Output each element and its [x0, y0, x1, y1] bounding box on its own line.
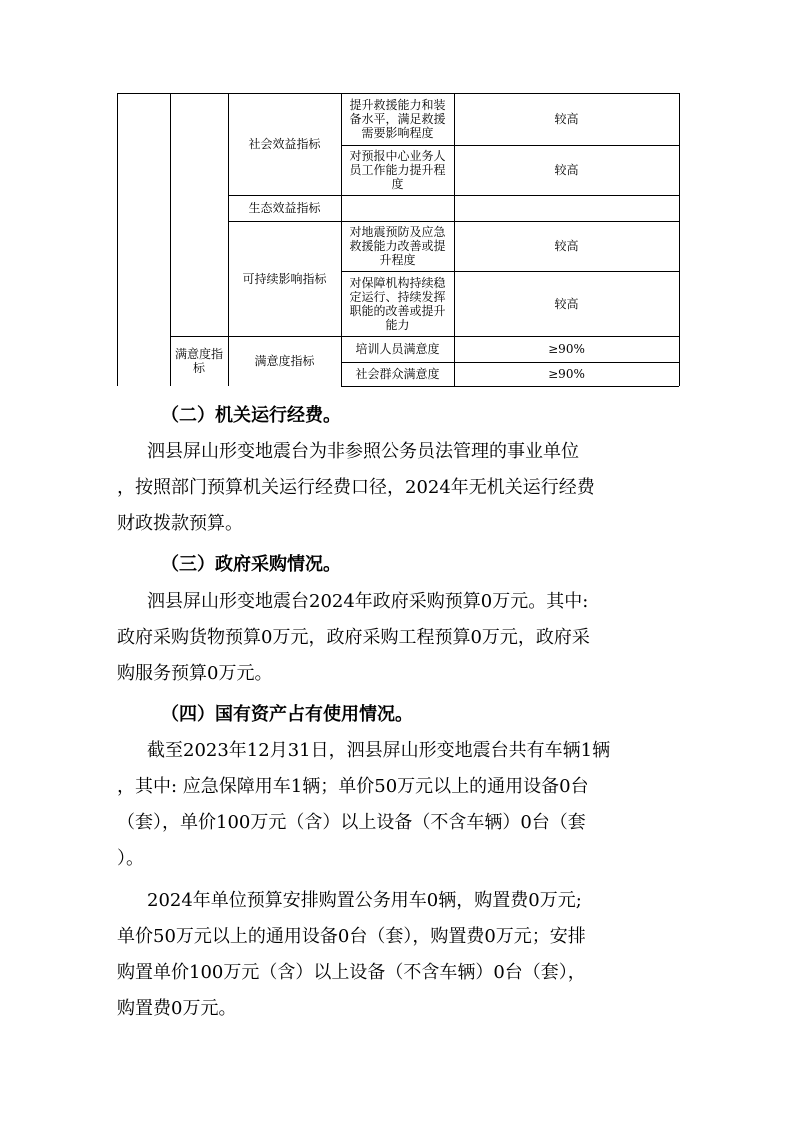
paragraph-line: （套），单价100万元（含）以上设备（不含车辆）0台（套 [117, 812, 586, 833]
value-label: ≥90% [548, 342, 585, 356]
section-heading-state-assets: （四）国有资产占有使用情况。 [161, 704, 413, 725]
group-label: 可持续影响指标 [242, 271, 327, 286]
paragraph-line: 泗县屏山形变地震台2024年政府采购预算0万元。其中: [147, 591, 589, 612]
group-cell-social-benefit [228, 93, 341, 195]
indicator-label: 对保障机构持续稳定运行、持续发挥职能的改善或提升能力 [349, 275, 446, 332]
paragraph-line: 单价50万元以上的通用设备0台（套），购置费0万元；安排 [117, 926, 586, 947]
category-label: 满意度指标 [174, 347, 223, 375]
paragraph-line: 泗县屏山形变地震台为非参照公务员法管理的事业单位 [147, 441, 579, 462]
value-cell [454, 362, 679, 386]
paragraph-line: 购置单价100万元（含）以上设备（不含车辆）0台（套）， [117, 962, 586, 983]
paragraph-line: 政府采购货物预算0万元，政府采购工程预算0万元，政府采 [117, 627, 590, 648]
value-cell [454, 221, 679, 271]
group-label: 生态效益指标 [248, 201, 321, 215]
paragraph-line: ，其中: 应急保障用车1辆；单价50万元以上的通用设备0台 [117, 776, 589, 797]
indicator-label: 对地震预防及应急救援能力改善或提升程度 [349, 225, 446, 267]
paragraph-line: 财政拨款预算。 [117, 513, 243, 534]
value-cell [454, 336, 679, 362]
value-cell [454, 145, 679, 195]
value-cell [454, 271, 679, 336]
paragraph-line: 购置费0万元。 [117, 998, 237, 1019]
section-heading-procurement: （三）政府采购情况。 [161, 554, 341, 575]
paragraph-line: ）。 [117, 848, 144, 869]
paragraph-line: 购服务预算0万元。 [117, 663, 273, 684]
group-cell-eco-benefit [228, 195, 341, 221]
paragraph-line: 2024年单位预算安排购置公务用车0辆，购置费0万元; [147, 890, 582, 911]
category-cell-satisfaction [170, 336, 228, 386]
group-cell-sustainable [228, 221, 341, 336]
group-label: 满意度指标 [254, 354, 315, 368]
indicator-cell [341, 336, 454, 362]
performance-indicator-table [0, 0, 793, 400]
value-label: 较高 [554, 163, 579, 177]
group-label: 社会效益指标 [248, 137, 321, 151]
group-cell-satisfaction [228, 336, 341, 386]
value-label: ≥90% [548, 367, 585, 381]
section-heading-operating-expenses: （二）机关运行经费。 [161, 405, 341, 426]
value-label: 较高 [554, 239, 579, 253]
value-cell [454, 93, 679, 145]
indicator-cell [341, 145, 454, 195]
value-label: 较高 [554, 296, 579, 311]
indicator-label: 对预报中心业务人员工作能力提升程度 [349, 149, 446, 191]
indicator-label: 提升救援能力和装备水平，满足救援需要影响程度 [349, 98, 446, 140]
paragraph-line: 截至2023年12月31日，泗县屏山形变地震台共有车辆1辆 [147, 740, 611, 761]
indicator-label: 社会群众满意度 [355, 367, 440, 381]
indicator-cell [341, 93, 454, 145]
paragraph-line: ，按照部门预算机关运行经费口径，2024年无机关运行经费 [117, 477, 595, 498]
indicator-cell [341, 221, 454, 271]
indicator-label: 培训人员满意度 [355, 342, 440, 356]
value-label: 较高 [554, 112, 579, 126]
indicator-cell [341, 362, 454, 386]
indicator-cell [341, 271, 454, 336]
